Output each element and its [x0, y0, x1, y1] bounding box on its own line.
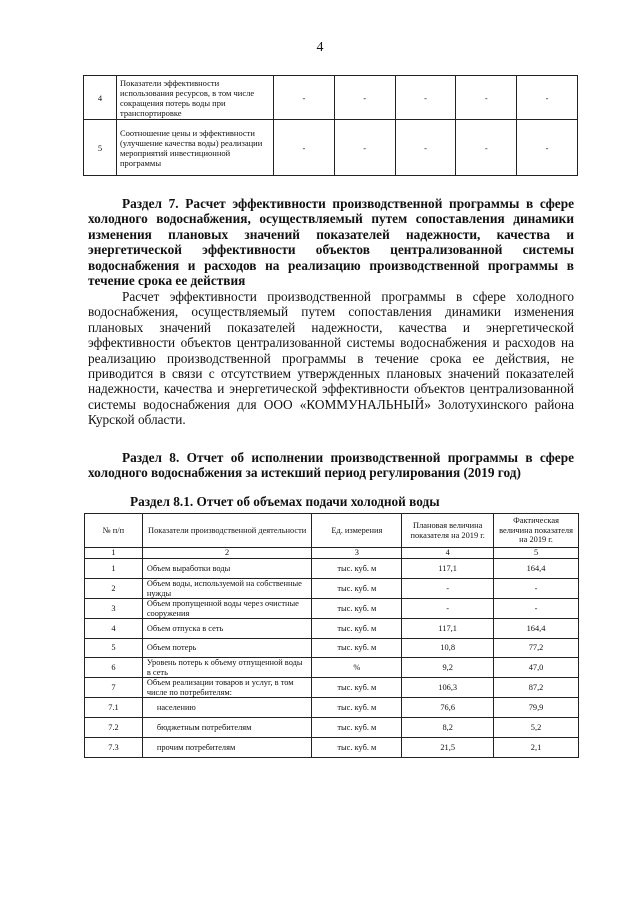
unit-cell: тыс. куб. м	[312, 619, 402, 639]
table-cell: -	[334, 76, 395, 120]
table-row	[85, 559, 579, 579]
unit-cell: тыс. куб. м	[312, 579, 402, 599]
table-cell: -	[456, 76, 517, 120]
table-header-row	[85, 514, 579, 548]
fact-value: -	[494, 579, 579, 599]
indicator-name: населению	[142, 698, 312, 718]
fact-value: 87,2	[494, 678, 579, 698]
header-cell: Фактическая величина показателя на 2019 г.	[494, 514, 579, 548]
table-row	[84, 76, 578, 120]
fact-value: 47,0	[494, 658, 579, 678]
row-number: 6	[85, 658, 143, 678]
header-cell: Показатели производственной деятельности	[142, 514, 312, 548]
indicator-name: Соотношение цены и эффективности (улучшение качества воды) реализации мероприятий инвестиционной программы	[117, 120, 274, 176]
plan-value: 106,3	[402, 678, 494, 698]
row-number: 1	[85, 559, 143, 579]
column-number: 4	[402, 548, 494, 559]
row-number: 7.2	[85, 718, 143, 738]
water-volume-table	[84, 513, 579, 758]
fact-value: 77,2	[494, 639, 579, 658]
column-number-row	[85, 548, 579, 559]
plan-value: 8,2	[402, 718, 494, 738]
indicator-name: Объем воды, используемой на собственные нужды	[142, 579, 312, 599]
fact-value: 5,2	[494, 718, 579, 738]
table-row	[85, 738, 579, 758]
fact-value: 2,1	[494, 738, 579, 758]
row-number: 7.3	[85, 738, 143, 758]
fact-value: -	[494, 599, 579, 619]
row-number: 5	[84, 120, 117, 176]
indicator-name: Уровень потерь к объему отпущенной воды в сеть	[142, 658, 312, 678]
unit-cell: тыс. куб. м	[312, 698, 402, 718]
unit-cell: тыс. куб. м	[312, 599, 402, 619]
indicator-name: бюджетным потребителям	[142, 718, 312, 738]
unit-cell: тыс. куб. м	[312, 718, 402, 738]
plan-value: 117,1	[402, 619, 494, 639]
fact-value: 164,4	[494, 559, 579, 579]
table-cell: -	[274, 76, 335, 120]
header-cell: Ед. измерения	[312, 514, 402, 548]
indicator-name: Объем пропущенной воды через очистные сооружения	[142, 599, 312, 619]
unit-cell: тыс. куб. м	[312, 738, 402, 758]
plan-value: 21,5	[402, 738, 494, 758]
table-row	[85, 698, 579, 718]
table-row	[85, 579, 579, 599]
plan-value: 9,2	[402, 658, 494, 678]
row-number: 3	[85, 599, 143, 619]
fact-value: 164,4	[494, 619, 579, 639]
table-cell: -	[274, 120, 335, 176]
row-number: 4	[85, 619, 143, 639]
plan-value: 10,8	[402, 639, 494, 658]
plan-value: 117,1	[402, 559, 494, 579]
plan-value: -	[402, 599, 494, 619]
page-number: 4	[316, 40, 324, 55]
table-row	[84, 120, 578, 176]
indicator-name: Объем потерь	[142, 639, 312, 658]
section8-title: Раздел 8. Отчет об исполнении производственной программы в сфере холодного водоснабжения за истекший период регулирования (2019 год)	[88, 450, 574, 481]
indicator-name: Объем выработки воды	[142, 559, 312, 579]
column-number: 3	[312, 548, 402, 559]
row-number: 7.1	[85, 698, 143, 718]
header-cell: № п/п	[85, 514, 143, 548]
row-number: 5	[85, 639, 143, 658]
row-number: 4	[84, 76, 117, 120]
column-number: 5	[494, 548, 579, 559]
table-cell: -	[395, 76, 456, 120]
row-number: 2	[85, 579, 143, 599]
column-number: 1	[85, 548, 143, 559]
table-row	[85, 678, 579, 698]
table-row	[85, 599, 579, 619]
unit-cell: тыс. куб. м	[312, 678, 402, 698]
indicator-name: Показатели эффективности использования ресурсов, в том числе сокращения потерь воды при транспортировке	[117, 76, 274, 120]
plan-value: 76,6	[402, 698, 494, 718]
indicator-name: прочим потребителям	[142, 738, 312, 758]
row-number: 7	[85, 678, 143, 698]
table-row	[85, 619, 579, 639]
table-cell: -	[334, 120, 395, 176]
table-cell: -	[456, 120, 517, 176]
unit-cell: тыс. куб. м	[312, 559, 402, 579]
indicator-name: Объем отпуска в сеть	[142, 619, 312, 639]
table-row	[85, 658, 579, 678]
table-row	[85, 639, 579, 658]
section7-body: Расчет эффективности производственной программы в сфере холодного водоснабжения, осуществляемый путем сопоставления динамики изменения плановых значений показателей надежности, качества и энергетической эффективности объектов централизованной системы водоснабжения и расходов на реализацию производственной программы в течение срока ее действия, не приводится в связи с отсутствием утвержденных плановых значений показателей надежности, качества и энергетической эффективности объектов централизованной системы водоснабжения для ООО «КОММУНАЛЬНЫЙ» Золотухинского района Курской области.	[88, 289, 574, 428]
table-cell: -	[517, 76, 578, 120]
section81-title: Раздел 8.1. Отчет об объемах подачи холодной воды	[130, 494, 440, 509]
table-cell: -	[395, 120, 456, 176]
unit-cell: тыс. куб. м	[312, 639, 402, 658]
unit-cell: %	[312, 658, 402, 678]
top-table	[83, 75, 578, 176]
section7-title: Раздел 7. Расчет эффективности производственной программы в сфере холодного водоснабжения, осуществляемый путем сопоставления динамики изменения плановых значений показателей надежности, качества и энергетической эффективности объектов централизованной системы водоснабжения и расходов на реализацию производственной программы в течение срока ее действия	[88, 196, 574, 289]
indicator-name: Объем реализации товаров и услуг, в том числе по потребителям:	[142, 678, 312, 698]
plan-value: -	[402, 579, 494, 599]
column-number: 2	[142, 548, 312, 559]
table-cell: -	[517, 120, 578, 176]
table-row	[85, 718, 579, 738]
fact-value: 79,9	[494, 698, 579, 718]
header-cell: Плановая величина показателя на 2019 г.	[402, 514, 494, 548]
